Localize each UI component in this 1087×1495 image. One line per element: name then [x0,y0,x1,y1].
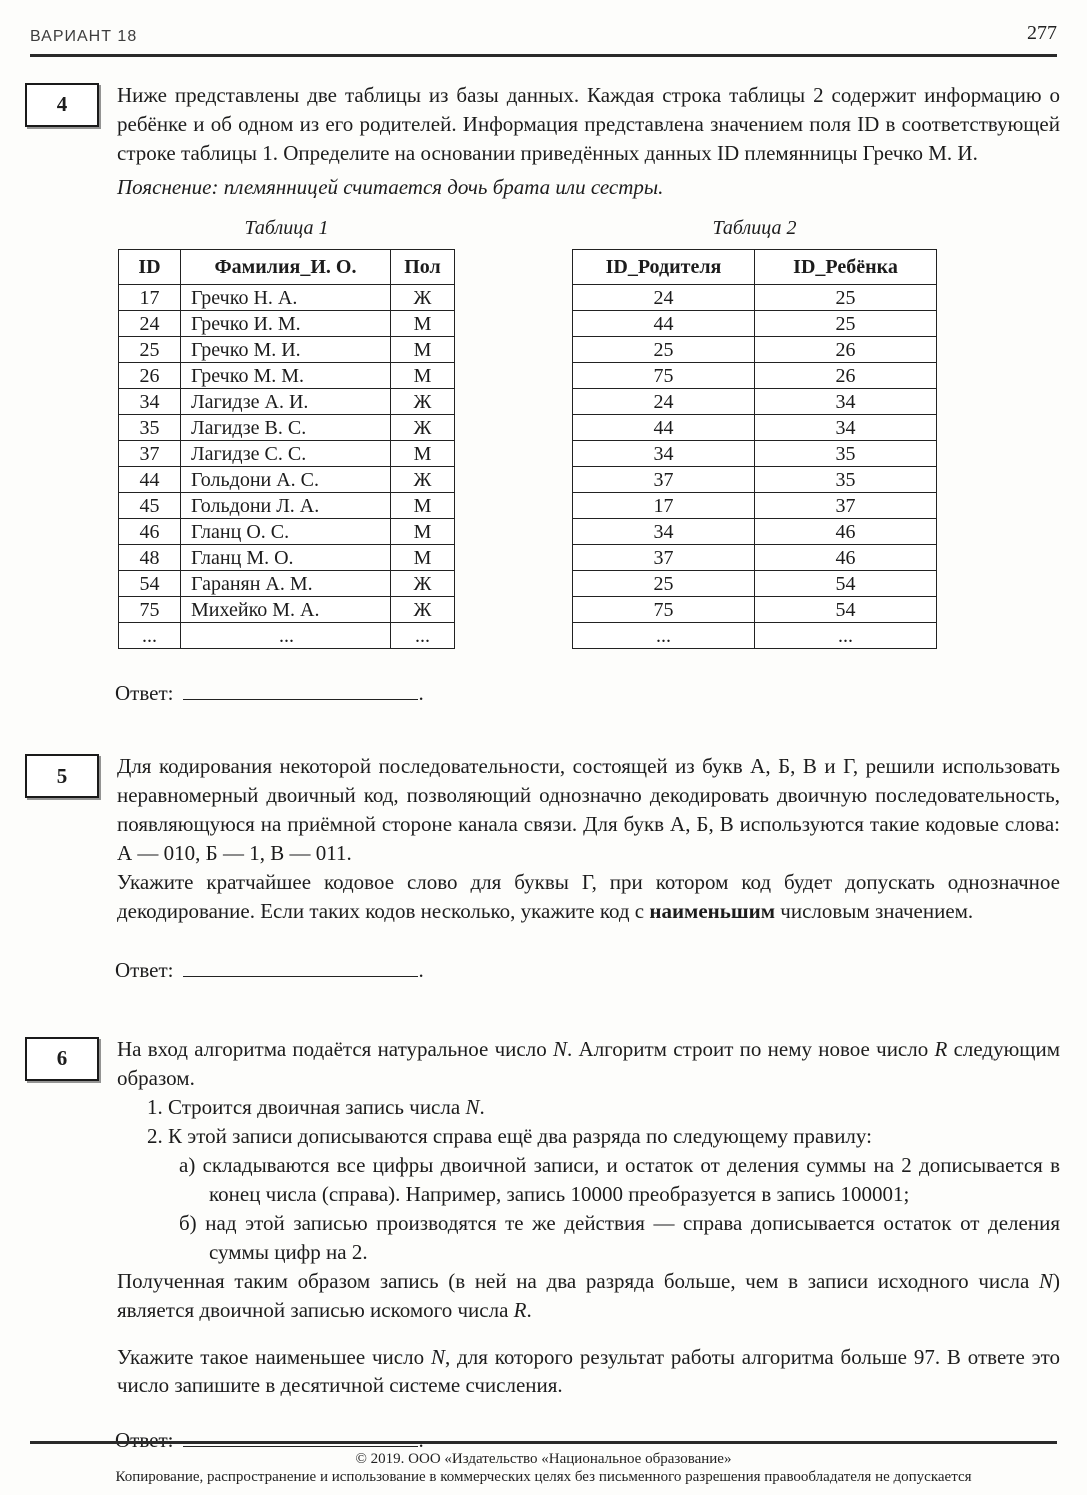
table-cell: 25 [119,337,181,363]
table-cell: 25 [573,337,755,363]
table-cell: ... [181,623,391,649]
copyright-line: © 2019. ООО «Издательство «Национальное образование» [355,1450,732,1467]
table-cell: Лагидзе В. С. [181,415,391,441]
table-cell: Гольдони А. С. [181,467,391,493]
table-cell: Гланц М. О. [181,545,391,571]
table-cell: 34 [573,519,755,545]
table-row [119,337,455,363]
table-cell: 35 [755,467,937,493]
table-cell: 48 [119,545,181,571]
table-row [119,597,455,623]
task-4-note: Пояснение: племянницей считается дочь брата или сестры. [117,174,664,199]
task-5 [25,752,1060,926]
table1-wrap [118,215,455,649]
table1-title: Таблица 1 [244,217,329,240]
table-cell: Гречко М. М. [181,363,391,389]
table-row [573,571,937,597]
task-4-answer-line [115,679,1087,708]
table-cell: 54 [755,571,937,597]
table-cell: 75 [573,597,755,623]
table-cell: 35 [119,415,181,441]
table-cell: Гречко Н. А. [181,285,391,311]
task-5-paragraph-2: Укажите кратчайшее кодовое слово для буквы Г, при котором код будет допускать однозначное декодирование. Если таких кодов несколько, укажите код с наименьшим числовым значением. [117,869,1060,923]
table-row [119,311,455,337]
table-cell: 45 [119,493,181,519]
table-cell: 37 [573,467,755,493]
table-cell: Гречко М. И. [181,337,391,363]
answer-dot: . [418,1428,424,1453]
table-cell: Ж [391,467,455,493]
table-row [119,441,455,467]
table-row [119,363,455,389]
table-row [573,545,937,571]
task-6-item-2a: а) складываются все цифры двоичной записи, и остаток от деления суммы на 2 дописывается в конец числа (справа). Например, запись 10000 преобразуется в запись 100001; [179,1152,1060,1206]
table-row [119,493,455,519]
table-cell: 75 [573,363,755,389]
table-cell: 44 [573,311,755,337]
task-6-intro: На вход алгоритма подаётся натуральное число N. Алгоритм строит по нему новое число R следующим образом. [117,1036,1061,1090]
task-4-tables [118,215,1087,649]
table1 [118,249,455,649]
task-4-paragraph: Ниже представлены две таблицы из базы данных. Каждая строка таблицы 2 содержит информацию о ребёнке и об одном из его родителей. Информация представлена значением поля ID в соответствующей строке таблицы 1. Определите на основании приведённых данных ID племянницы Гречко М. И. [117,82,1060,165]
task-6-question: Укажите такое наименьшее число N, для которого результат работы алгоритма больше 97. В ответе это число запишите в десятичной системе счисления. [117,1344,1061,1398]
page-footer [0,1441,1087,1488]
table-row [119,389,455,415]
table1-header-row [119,250,455,285]
table-cell: Гречко И. М. [181,311,391,337]
table-cell: 25 [755,285,937,311]
table-cell: 24 [119,311,181,337]
table-cell: М [391,311,455,337]
table-cell: 24 [573,389,755,415]
table-cell: 26 [755,337,937,363]
table-cell: Гольдони Л. А. [181,493,391,519]
table2-title: Таблица 2 [712,217,797,240]
table-row [573,467,937,493]
table-row [573,493,937,519]
table-row [573,389,937,415]
table-cell: Ж [391,285,455,311]
table-cell: 35 [755,441,937,467]
task-4 [25,81,1060,202]
table-cell: Ж [391,415,455,441]
task-4-text [117,81,1060,202]
answer-dot: . [418,957,424,982]
table-row [119,571,455,597]
column-header: Пол [391,250,455,285]
footer-rule [30,1441,1057,1444]
page-number: 277 [1027,22,1057,44]
answer-dot: . [418,681,424,706]
table-cell: 17 [119,285,181,311]
table2 [572,249,937,649]
page-header [0,0,1087,54]
table-cell: 34 [755,389,937,415]
table-cell: Гланц О. С. [181,519,391,545]
table-cell: 25 [755,311,937,337]
table-row [119,467,455,493]
table-cell: М [391,337,455,363]
table-cell: 17 [573,493,755,519]
answer-label: Ответ: [115,681,174,706]
table-cell: М [391,493,455,519]
task-6-outro: Полученная таким образом запись (в ней на два разряда больше, чем в записи исходного числа N) является двоичной записью искомого числа R. [117,1268,1060,1322]
table-cell: 54 [755,597,937,623]
column-header: Фамилия_И. О. [181,250,391,285]
task-6 [25,1035,1060,1401]
table-cell: Лагидзе С. С. [181,441,391,467]
table2-wrap [572,215,937,649]
task-6-text [117,1035,1060,1401]
table-cell: 25 [573,571,755,597]
table-cell: 26 [119,363,181,389]
table-row [119,545,455,571]
table-cell: ... [755,623,937,649]
table-cell: Лагидзе А. И. [181,389,391,415]
table-cell: 54 [119,571,181,597]
table-row [119,519,455,545]
table-cell: 37 [119,441,181,467]
table-cell: 46 [755,545,937,571]
table-cell: ... [391,623,455,649]
task-5-paragraph-1: Для кодирования некоторой последовательности, состоящей из букв А, Б, В и Г, решили использовать неравномерный двоичный код, позволяющий однозначно декодировать двоичную последовательность, появляющуюся на приёмной стороне канала связи. Для букв А, Б, В используются такие кодовые слова: А — 010, Б — 1, В — 011. [117,754,1060,865]
answer-blank [183,681,418,700]
table-row [573,363,937,389]
table-row [573,519,937,545]
task-6-item-2b: б) над этой записью производятся те же действия — справа дописывается остаток от деления суммы цифр на 2. [179,1210,1060,1264]
table-row [119,285,455,311]
table-cell: 37 [755,493,937,519]
task-5-text [117,752,1060,926]
table-cell: 44 [573,415,755,441]
table-cell: Гаранян А. М. [181,571,391,597]
table-cell: 46 [119,519,181,545]
table-cell: 37 [573,545,755,571]
table-cell: М [391,545,455,571]
table-cell: М [391,363,455,389]
table-row [573,285,937,311]
table-cell: Ж [391,571,455,597]
header-rule [30,54,1057,57]
table-row [119,623,455,649]
task-5-number-box: 5 [25,754,99,798]
answer-blank [183,958,418,977]
task-6-item-2: 2. К этой записи дописываются справа ещё два разряда по следующему правилу: [147,1123,872,1148]
variant-label: ВАРИАНТ 18 [30,27,138,45]
column-header: ID_Родителя [573,250,755,285]
task-4-number-box: 4 [25,83,99,127]
table-cell: 24 [573,285,755,311]
answer-label: Ответ: [115,957,174,982]
task-6-number-box: 6 [25,1037,99,1081]
table-cell: 34 [755,415,937,441]
table-cell: 34 [119,389,181,415]
table-row [573,597,937,623]
table-cell: 34 [573,441,755,467]
table-cell: М [391,441,455,467]
copyright-notice: Копирование, распространение и использование в коммерческих целях без письменного разрешения правообладателя не допускается [115,1469,972,1486]
column-header: ID [119,250,181,285]
task-5-answer-line [115,956,1087,985]
table-row [573,441,937,467]
table-cell: Ж [391,597,455,623]
table-cell: 75 [119,597,181,623]
column-header: ID_Ребёнка [755,250,937,285]
table-cell: Ж [391,389,455,415]
table-cell: 46 [755,519,937,545]
table-row [119,415,455,441]
table-row [573,415,937,441]
table-cell: ... [119,623,181,649]
table-cell: М [391,519,455,545]
table-cell: ... [573,623,755,649]
table-row [573,337,937,363]
table-cell: Михейко М. А. [181,597,391,623]
task-6-item-1: 1. Строится двоичная запись числа N. [147,1094,485,1119]
table-row [573,311,937,337]
table-cell: 26 [755,363,937,389]
answer-label: Ответ: [115,1428,174,1453]
table2-header-row [573,250,937,285]
table-row [573,623,937,649]
table-cell: 44 [119,467,181,493]
